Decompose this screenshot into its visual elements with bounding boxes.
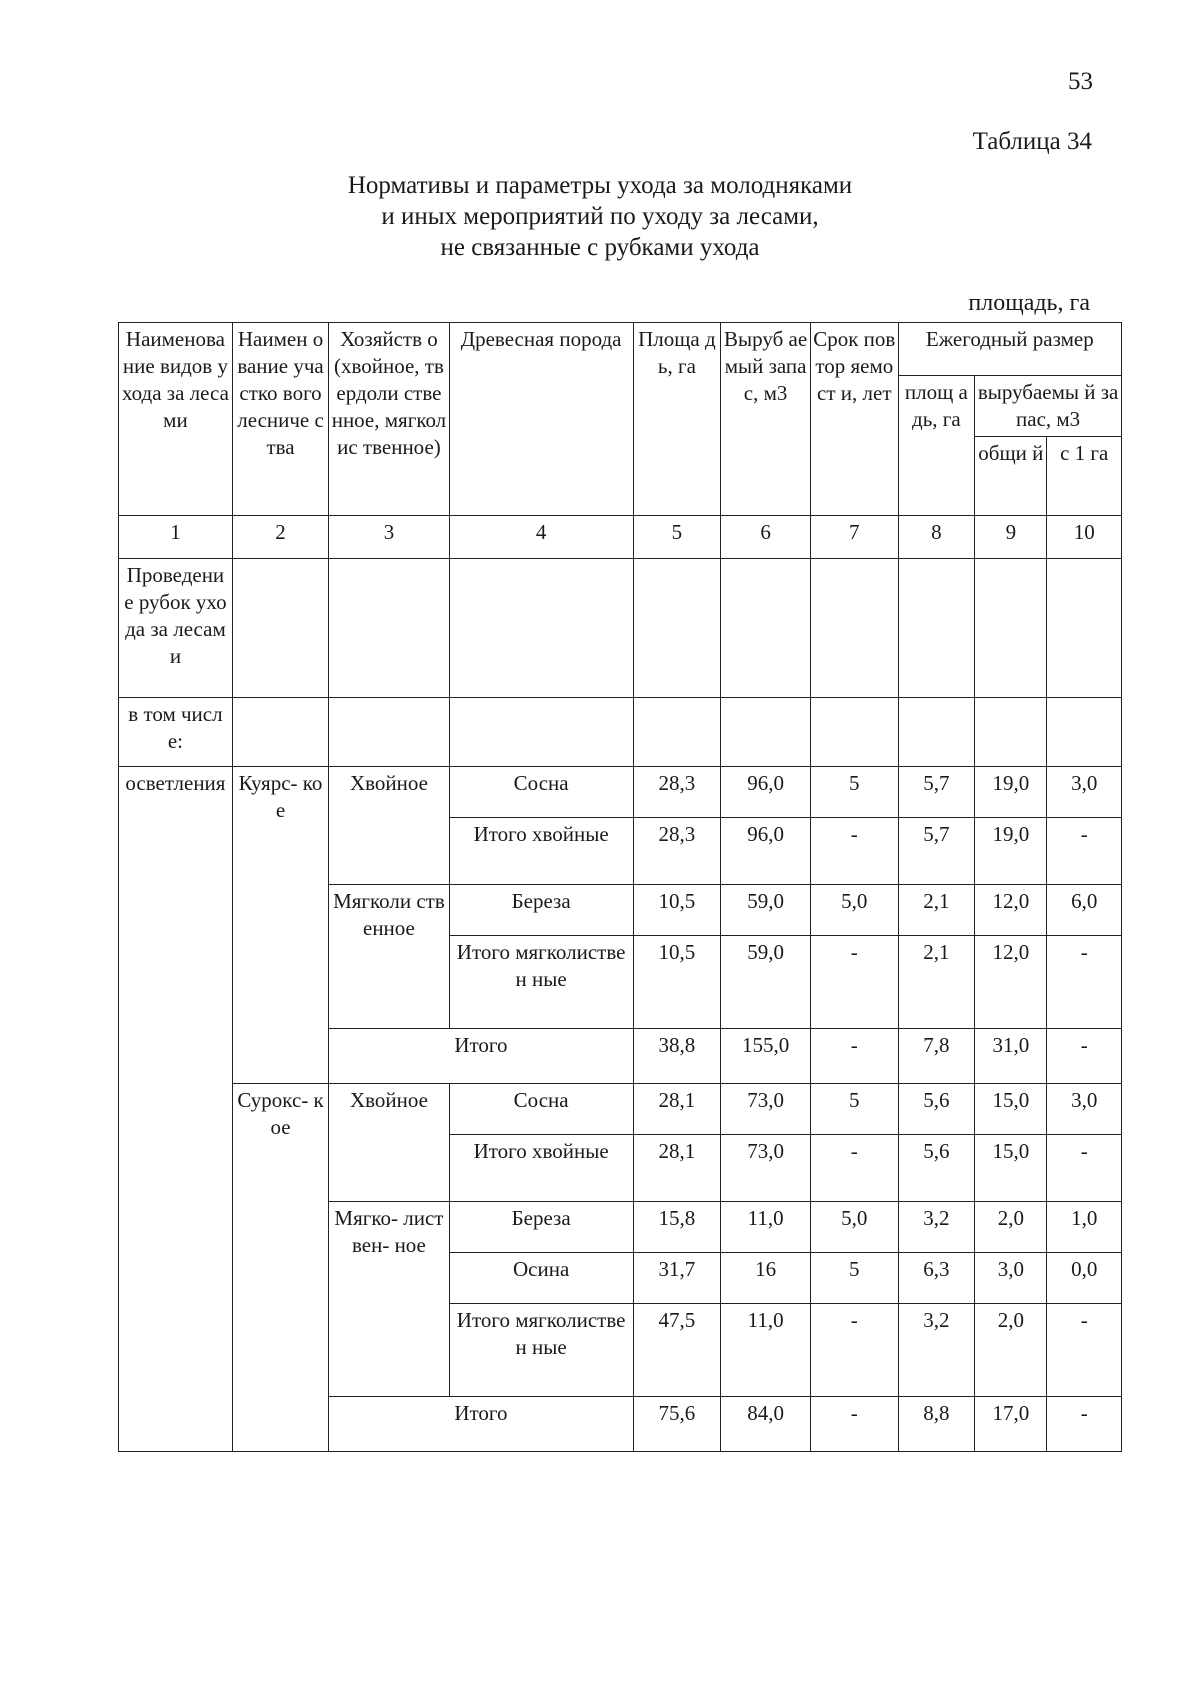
value-cell: 19,0 (975, 767, 1047, 818)
header-annual-area: площ адь, га (898, 376, 975, 516)
header-care-type: Наименова ние видов ухода за лесами (119, 323, 233, 516)
value-cell: 38,8 (633, 1029, 721, 1084)
species-cell: Итого мягколиствен ные (449, 1304, 633, 1397)
value-cell: 3,0 (1047, 1084, 1122, 1135)
value-cell: 10,5 (633, 936, 721, 1029)
value-cell: - (1047, 818, 1122, 885)
page-number: 53 (1068, 68, 1093, 95)
header-annual-stock: вырубаемы й запас, м3 (975, 376, 1122, 437)
value-cell: 15,8 (633, 1202, 721, 1253)
value-cell: 8,8 (898, 1397, 975, 1452)
value-cell: 19,0 (975, 818, 1047, 885)
value-cell: - (1047, 1135, 1122, 1202)
value-cell: - (1047, 1029, 1122, 1084)
col-number: 6 (721, 516, 811, 559)
table-row (119, 767, 1122, 818)
district-kuyarskoe: Куярс- кое (232, 767, 328, 1084)
table-label: Таблица 34 (972, 128, 1092, 155)
species-cell: Итого хвойные (449, 818, 633, 885)
species-cell: Сосна (449, 767, 633, 818)
header-stock-per-ha: с 1 га (1047, 437, 1122, 516)
title-line-3: не связанные с рубками ухода (440, 234, 760, 261)
value-cell: 2,0 (975, 1304, 1047, 1397)
value-cell: 96,0 (721, 767, 811, 818)
farm-softwood: Мягко- листвен- ное (329, 1202, 449, 1397)
district-surokskoe: Сурокс- кое (232, 1084, 328, 1452)
value-cell: 5,6 (898, 1084, 975, 1135)
species-cell: Береза (449, 1202, 633, 1253)
value-cell: - (810, 936, 898, 1029)
value-cell: - (1047, 1304, 1122, 1397)
header-area: Площа дь, га (633, 323, 721, 516)
value-cell: - (810, 1304, 898, 1397)
value-cell: 1,0 (1047, 1202, 1122, 1253)
col-number: 5 (633, 516, 721, 559)
value-cell: 7,8 (898, 1029, 975, 1084)
farm-coniferous: Хвойное (329, 1084, 449, 1202)
header-forestry-district: Наимен ование участко вого лесниче ства (232, 323, 328, 516)
row-label-including: в том числе: (119, 698, 233, 767)
col-number: 7 (810, 516, 898, 559)
total-label: Итого (329, 1397, 633, 1452)
value-cell: 5,7 (898, 767, 975, 818)
table-title (250, 170, 950, 263)
value-cell: 16 (721, 1253, 811, 1304)
value-cell: 47,5 (633, 1304, 721, 1397)
value-cell: 155,0 (721, 1029, 811, 1084)
value-cell: - (810, 818, 898, 885)
value-cell: 5,7 (898, 818, 975, 885)
value-cell: 6,3 (898, 1253, 975, 1304)
header-row-1 (119, 323, 1122, 376)
value-cell: 3,0 (1047, 767, 1122, 818)
value-cell: 5 (810, 1084, 898, 1135)
farm-softwood: Мягколи ственное (329, 885, 449, 1029)
value-cell: - (1047, 936, 1122, 1029)
farm-coniferous: Хвойное (329, 767, 449, 885)
header-farm-type: Хозяйств о (хвойное, твердоли ственное, мягколис твенное) (329, 323, 449, 516)
value-cell: 3,2 (898, 1202, 975, 1253)
value-cell: 28,1 (633, 1135, 721, 1202)
value-cell: 3,2 (898, 1304, 975, 1397)
value-cell: 73,0 (721, 1084, 811, 1135)
title-line-1: Нормативы и параметры ухода за молодняками (347, 172, 853, 199)
col-number: 1 (119, 516, 233, 559)
table-row (119, 1084, 1122, 1135)
value-cell: 10,5 (633, 885, 721, 936)
col-number: 3 (329, 516, 449, 559)
value-cell: 2,1 (898, 885, 975, 936)
value-cell: 12,0 (975, 885, 1047, 936)
value-cell: 3,0 (975, 1253, 1047, 1304)
header-harvest-stock: Выруб аемый запас, м3 (721, 323, 811, 516)
species-cell: Итого мягколиствен ные (449, 936, 633, 1029)
col-number: 8 (898, 516, 975, 559)
value-cell: 2,0 (975, 1202, 1047, 1253)
value-cell: 5 (810, 1253, 898, 1304)
value-cell: - (810, 1135, 898, 1202)
value-cell: - (810, 1397, 898, 1452)
header-repeat-period: Срок повтор яемост и, лет (810, 323, 898, 516)
title-line-2: и иных мероприятий по уходу за лесами, (381, 203, 819, 230)
value-cell: 59,0 (721, 885, 811, 936)
value-cell: 28,1 (633, 1084, 721, 1135)
row-label-clearing: осветления (119, 767, 233, 1452)
value-cell: 5,0 (810, 885, 898, 936)
value-cell: 15,0 (975, 1084, 1047, 1135)
value-cell: 12,0 (975, 936, 1047, 1029)
col-number: 10 (1047, 516, 1122, 559)
column-numbers-row (119, 516, 1122, 559)
header-tree-species: Древесная порода (449, 323, 633, 516)
value-cell: 11,0 (721, 1304, 811, 1397)
col-number: 2 (232, 516, 328, 559)
value-cell: 96,0 (721, 818, 811, 885)
value-cell: 5,0 (810, 1202, 898, 1253)
value-cell: 5,6 (898, 1135, 975, 1202)
value-cell: 73,0 (721, 1135, 811, 1202)
header-stock-total: общи й (975, 437, 1047, 516)
species-cell: Осина (449, 1253, 633, 1304)
value-cell: 75,6 (633, 1397, 721, 1452)
value-cell: 11,0 (721, 1202, 811, 1253)
value-cell: 28,3 (633, 818, 721, 885)
col-number: 4 (449, 516, 633, 559)
care-norms-table (118, 322, 1122, 1452)
total-label: Итого (329, 1029, 633, 1084)
col-number: 9 (975, 516, 1047, 559)
species-cell: Береза (449, 885, 633, 936)
value-cell: 5 (810, 767, 898, 818)
header-annual-size: Ежегодный размер (898, 323, 1121, 376)
value-cell: 6,0 (1047, 885, 1122, 936)
value-cell: 2,1 (898, 936, 975, 1029)
value-cell: - (1047, 1397, 1122, 1452)
table-row (119, 698, 1122, 767)
value-cell: 31,0 (975, 1029, 1047, 1084)
table-row (119, 559, 1122, 698)
species-cell: Итого хвойные (449, 1135, 633, 1202)
value-cell: 59,0 (721, 936, 811, 1029)
value-cell: 28,3 (633, 767, 721, 818)
value-cell: 0,0 (1047, 1253, 1122, 1304)
value-cell: 15,0 (975, 1135, 1047, 1202)
unit-label: площадь, га (968, 290, 1090, 316)
value-cell: - (810, 1029, 898, 1084)
value-cell: 31,7 (633, 1253, 721, 1304)
value-cell: 84,0 (721, 1397, 811, 1452)
row-label-felling: Проведени е рубок ухода за лесами (119, 559, 233, 698)
species-cell: Сосна (449, 1084, 633, 1135)
value-cell: 17,0 (975, 1397, 1047, 1452)
